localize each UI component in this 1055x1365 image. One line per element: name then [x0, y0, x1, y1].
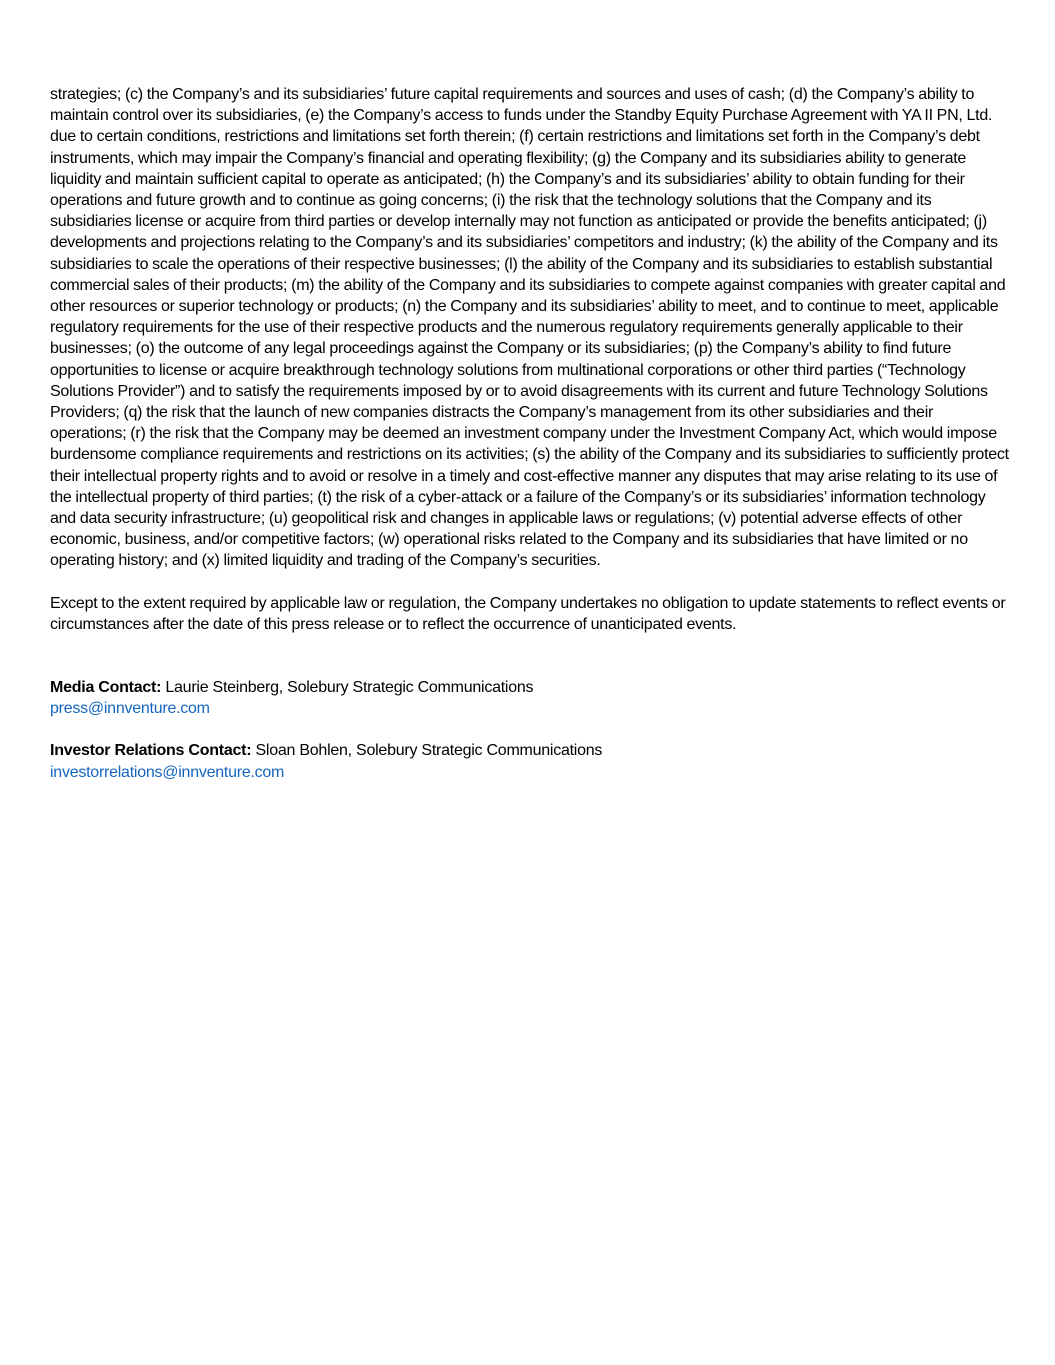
media-contact-line — [50, 677, 1010, 698]
investor-relations-contact — [50, 740, 1010, 782]
document-page — [50, 84, 1010, 783]
investor-relations-contact-label: Investor Relations Contact: — [50, 742, 252, 760]
investor-relations-email-link[interactable]: investorrelations@innventure.com — [50, 763, 285, 781]
investor-relations-contact-line — [50, 740, 1010, 761]
risk-factors-paragraph: strategies; (c) the Company’s and its subsidiaries’ future capital requirements and sources and uses of cash; (d) the Company’s ability to maintain control over its subsidiaries, (e) the Company’s access to funds under the Standby Equity Purchase Agreement with YA II PN, Ltd. due to certain conditions, restrictions and limitations set forth therein; (f) certain restrictions and limitations set forth in the Company’s debt instruments, which may impair the Company’s financial and operating flexibility; (g) the Company and its subsidiaries ability to generate liquidity and maintain sufficient capital to operate as anticipated; (h) the Company’s and its subsidiaries’ ability to obtain funding for their operations and future growth and to continue as going concerns; (i) the risk that the technology solutions that the Company and its subsidiaries license or acquire from third parties or develop internally may not function as anticipated or provide the benefits anticipated; (j) developments and projections relating to the Company’s and its subsidiaries’ competitors and industry; (k) the ability of the Company and its subsidiaries to scale the operations of their respective businesses; (l) the ability of the Company and its subsidiaries to establish substantial commercial sales of their products; (m) the ability of the Company and its subsidiaries to compete against companies with greater capital and other resources or superior technology or products; (n) the Company and its subsidiaries’ ability to meet, and to continue to meet, applicable regulatory requirements for the use of their respective products and the numerous regulatory requirements generally applicable to their businesses; (o) the outcome of any legal proceedings against the Company or its subsidiaries; (p) the Company’s ability to find future opportunities to license or acquire breakthrough technology solutions from multinational corporations or other third parties (“Technology Solutions Provider”) and to satisfy the requirements imposed by or to avoid disagreements with its current and future Technology Solutions Providers; (q) the risk that the launch of new companies distracts the Company’s management from its other subsidiaries and their operations; (r) the risk that the Company may be deemed an investment company under the Investment Company Act, which would impose burdensome compliance requirements and restrictions on its activities; (s) the ability of the Company and its subsidiaries to sufficiently protect their intellectual property rights and to avoid or resolve in a timely and cost-effective manner any disputes that may arise relating to its use of the intellectual property of third parties; (t) the risk of a cyber-attack or a failure of the Company’s or its subsidiaries’ information technology and data security infrastructure; (u) geopolitical risk and changes in applicable laws or regulations; (v) potential adverse effects of other economic, business, and/or competitive factors; (w) operational risks related to the Company and its subsidiaries that have limited or no operating history; and (x) limited liquidity and trading of the Company’s securities. — [50, 86, 1009, 570]
media-contact-email-link[interactable]: press@innventure.com — [50, 700, 210, 718]
media-contact-label: Media Contact: — [50, 679, 162, 697]
media-contact — [50, 677, 1010, 719]
investor-relations-contact-details: Sloan Bohlen, Solebury Strategic Communications — [251, 742, 603, 760]
disclaimer-paragraph: Except to the extent required by applicable law or regulation, the Company undertakes no obligation to update statements to reflect events or circumstances after the date of this press release or to reflect the occurrence of unanticipated events. — [50, 594, 1006, 633]
media-contact-details: Laurie Steinberg, Solebury Strategic Communications — [161, 679, 534, 697]
